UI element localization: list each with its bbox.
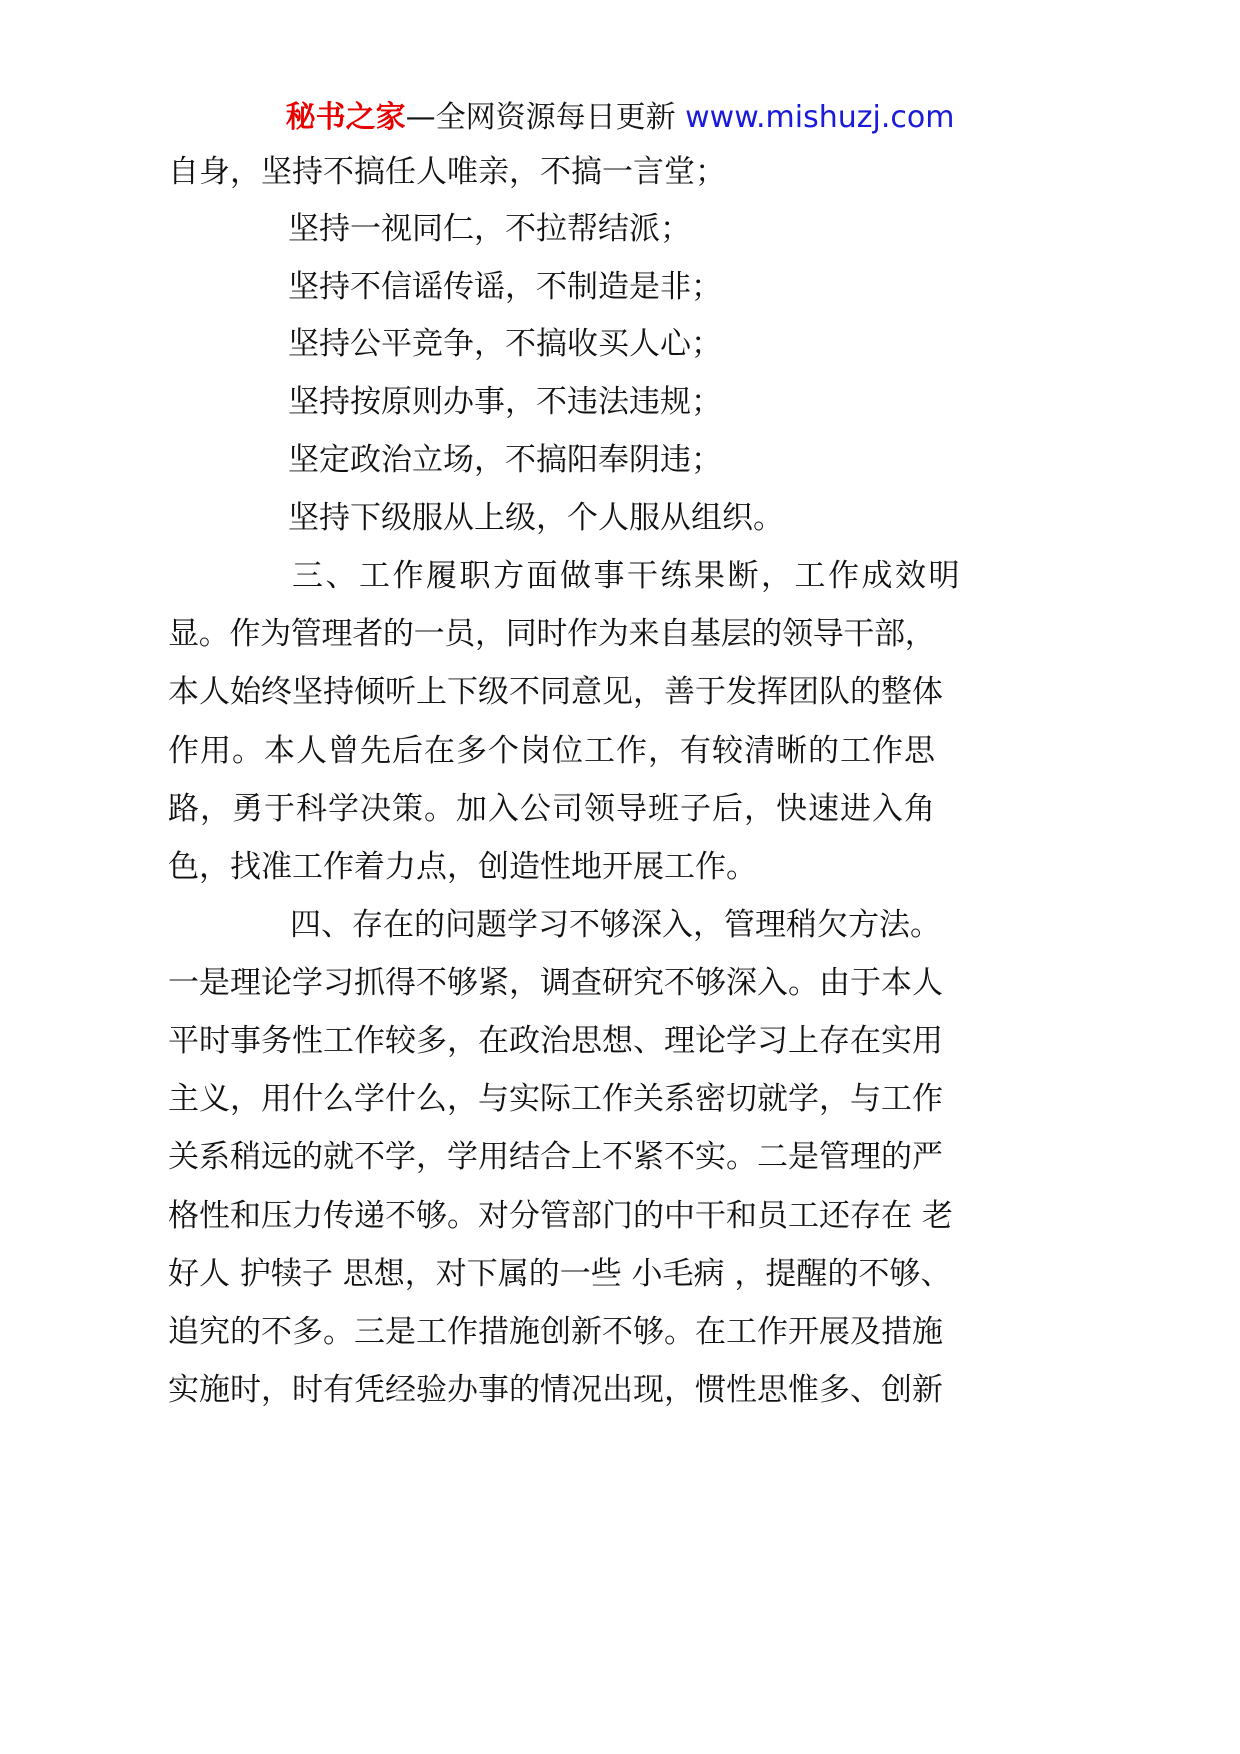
text-line: 实施时，时有凭经验办事的情况出现，惯性思惟多、创新 [168, 1372, 943, 1408]
text-line: 显。作为管理者的一员，同时作为来自基层的领导干部， [168, 616, 936, 652]
page-header [0, 98, 1240, 138]
text-line: 四、存在的问题学习不够深入，管理稍欠方法。 [290, 907, 941, 943]
text-line: 坚持按原则办事，不违法违规； [288, 384, 722, 420]
text-line: 好人 护犊子 思想，对下属的一些 小毛病 ，提醒的不够、 [168, 1256, 952, 1292]
text-line: 本人始终坚持倾听上下级不同意见，善于发挥团队的整体 [168, 674, 943, 710]
text-line: 坚定政治立场，不搞阳奉阴违； [288, 442, 722, 478]
text-line: 色，找准工作着力点，创造性地开展工作。 [168, 849, 757, 885]
text-line: 坚持不信谣传谣，不制造是非； [288, 269, 722, 305]
text-line: 自身，坚持不搞任人唯亲，不搞一言堂； [168, 154, 726, 190]
header-slogan: —全网资源每日更新 [405, 100, 676, 135]
text-line: 路，勇于科学决策。加入公司领导班子后，快速进入角 [168, 791, 936, 827]
text-line: 格性和压力传递不够。对分管部门的中干和员工还存在 老 [168, 1198, 953, 1234]
text-line: 主义，用什么学什么，与实际工作关系密切就学，与工作 [168, 1081, 943, 1117]
text-line: 三、工作履职方面做事干练果断，工作成效明 [292, 558, 962, 594]
text-line: 一是理论学习抓得不够紧，调查研究不够深入。由于本人 [168, 965, 943, 1001]
text-line: 作用。本人曾先后在多个岗位工作，有较清晰的工作思 [168, 733, 936, 769]
brand-name: 秘书之家 [285, 100, 406, 135]
text-line: 坚持一视同仁，不拉帮结派； [288, 211, 691, 247]
text-line: 追究的不多。三是工作措施创新不够。在工作开展及措施 [168, 1314, 943, 1350]
text-line: 关系稍远的就不学，学用结合上不紧不实。二是管理的严 [168, 1139, 943, 1175]
text-line: 平时事务性工作较多，在政治思想、理论学习上存在实用 [168, 1023, 943, 1059]
text-line: 坚持公平竞争，不搞收买人心； [288, 326, 722, 362]
website-link[interactable]: www.mishuzj.com [685, 100, 955, 135]
text-line: 坚持下级服从上级，个人服从组织。 [288, 500, 784, 536]
